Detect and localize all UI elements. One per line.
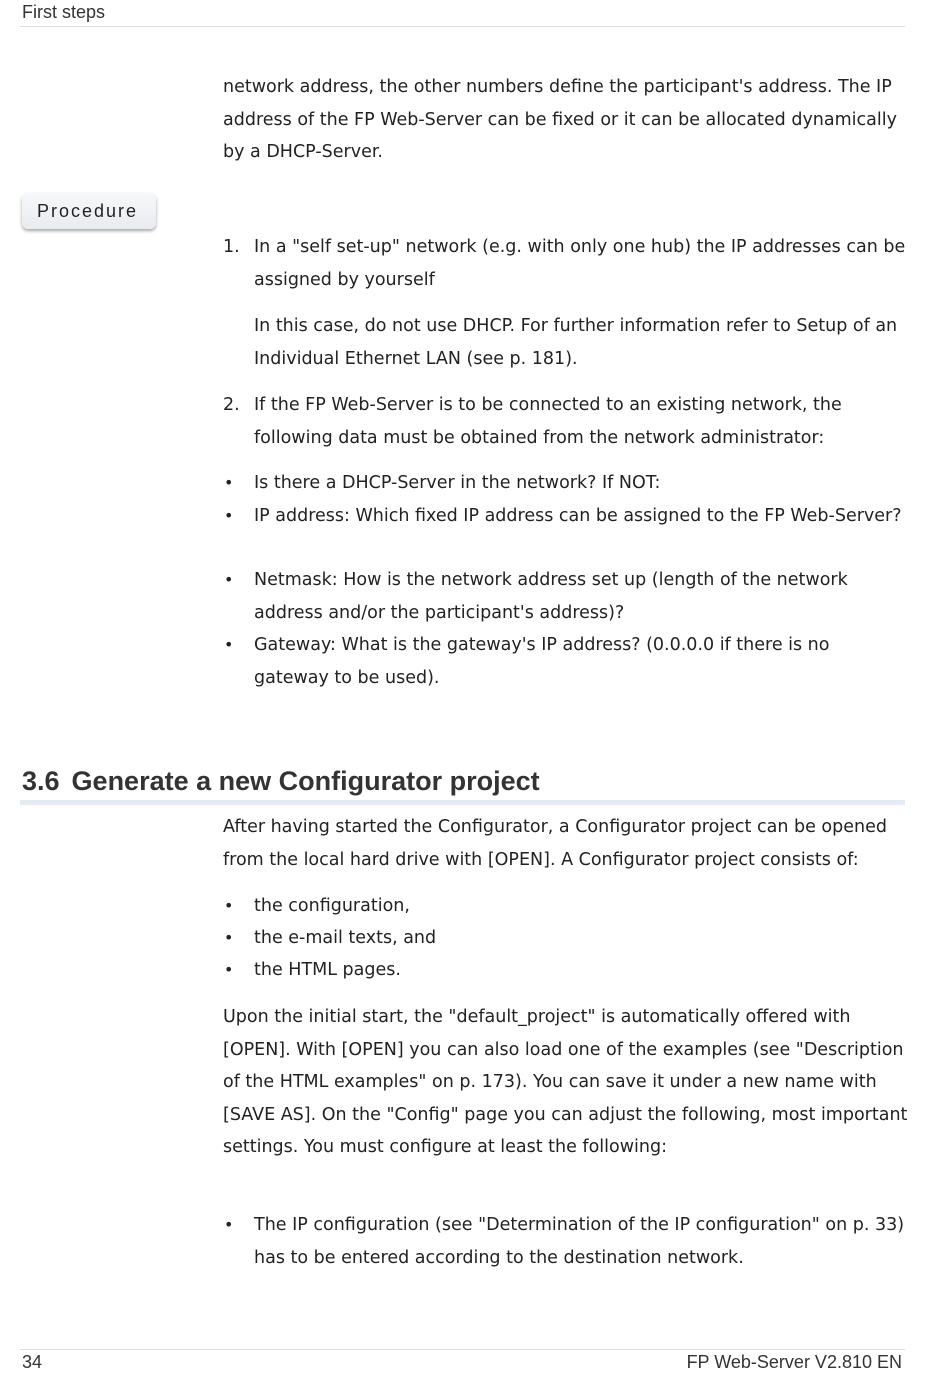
step-text: If the FP Web-Server is to be connected to an existing network, the following data must be obtained from the network administrator: [254,395,842,448]
step-number: 1. [223,237,240,257]
section-title: Generate a new Configurator project [71,766,540,796]
page-number: 34 [22,1352,43,1372]
bullet-icon: • [224,896,234,915]
bullet-icon: • [224,1215,234,1234]
list-item: • Gateway: What is the gateway's IP address? (0.0.0.0 if there is no gateway to be used). [223,629,908,694]
procedure-step [223,231,908,296]
list-item: • the e-mail texts, and [223,922,908,955]
bullet-icon: • [224,635,234,654]
header-divider [20,26,905,27]
list-item: • the HTML pages. [223,954,908,987]
footer-product-name: FP Web-Server V2.810 EN [686,1352,902,1372]
bullet-icon: • [224,473,234,492]
running-header-title: First steps [22,2,106,22]
bullet-icon: • [224,506,234,525]
procedure-tag: Procedure [22,193,156,229]
list-item: • the configuration, [223,890,908,923]
list-item: • The IP configuration (see "Determination of the IP configuration" on p. 33) has to be entered according to the destination network. [223,1209,908,1274]
section-divider [20,800,905,805]
intro-paragraph: network address, the other numbers define the participant's address. The IP address of the FP Web-Server can be fixed or it can be allocated dynamically by a DHCP-Server. [223,77,897,162]
section-paragraph: Upon the initial start, the "default_project" is automatically offered with [OPEN]. With [OPEN] you can also load one of the examples (see "Description of the HTML examples" on p. 173). You can save it under a new name with [SAVE AS]. On the "Config" page you can adjust the following, most important settings. You must configure at least the following: [223,1007,908,1157]
footer-divider [20,1349,905,1350]
section-heading [22,766,540,797]
list-item: • Netmask: How is the network address set up (length of the network address and/or the participant's address)? [223,564,908,629]
list-item: • IP address: Which fixed IP address can be assigned to the FP Web-Server? [223,500,908,533]
list-item: • Is there a DHCP-Server in the network? If NOT: [223,467,908,500]
step-text: In a "self set-up" network (e.g. with only one hub) the IP addresses can be assigned by yourself [254,237,906,290]
step-note: In this case, do not use DHCP. For further information refer to Setup of an Individual Ethernet LAN (see p. 181). [254,316,898,369]
step-number: 2. [223,395,240,415]
bullet-icon: • [224,570,234,589]
procedure-step [223,389,908,454]
section-paragraph: After having started the Configurator, a Configurator project can be opened from the local hard drive with [OPEN]. A Configurator project consists of: [223,817,887,870]
bullet-icon: • [224,960,234,979]
bullet-icon: • [224,928,234,947]
section-number: 3.6 [22,766,60,796]
